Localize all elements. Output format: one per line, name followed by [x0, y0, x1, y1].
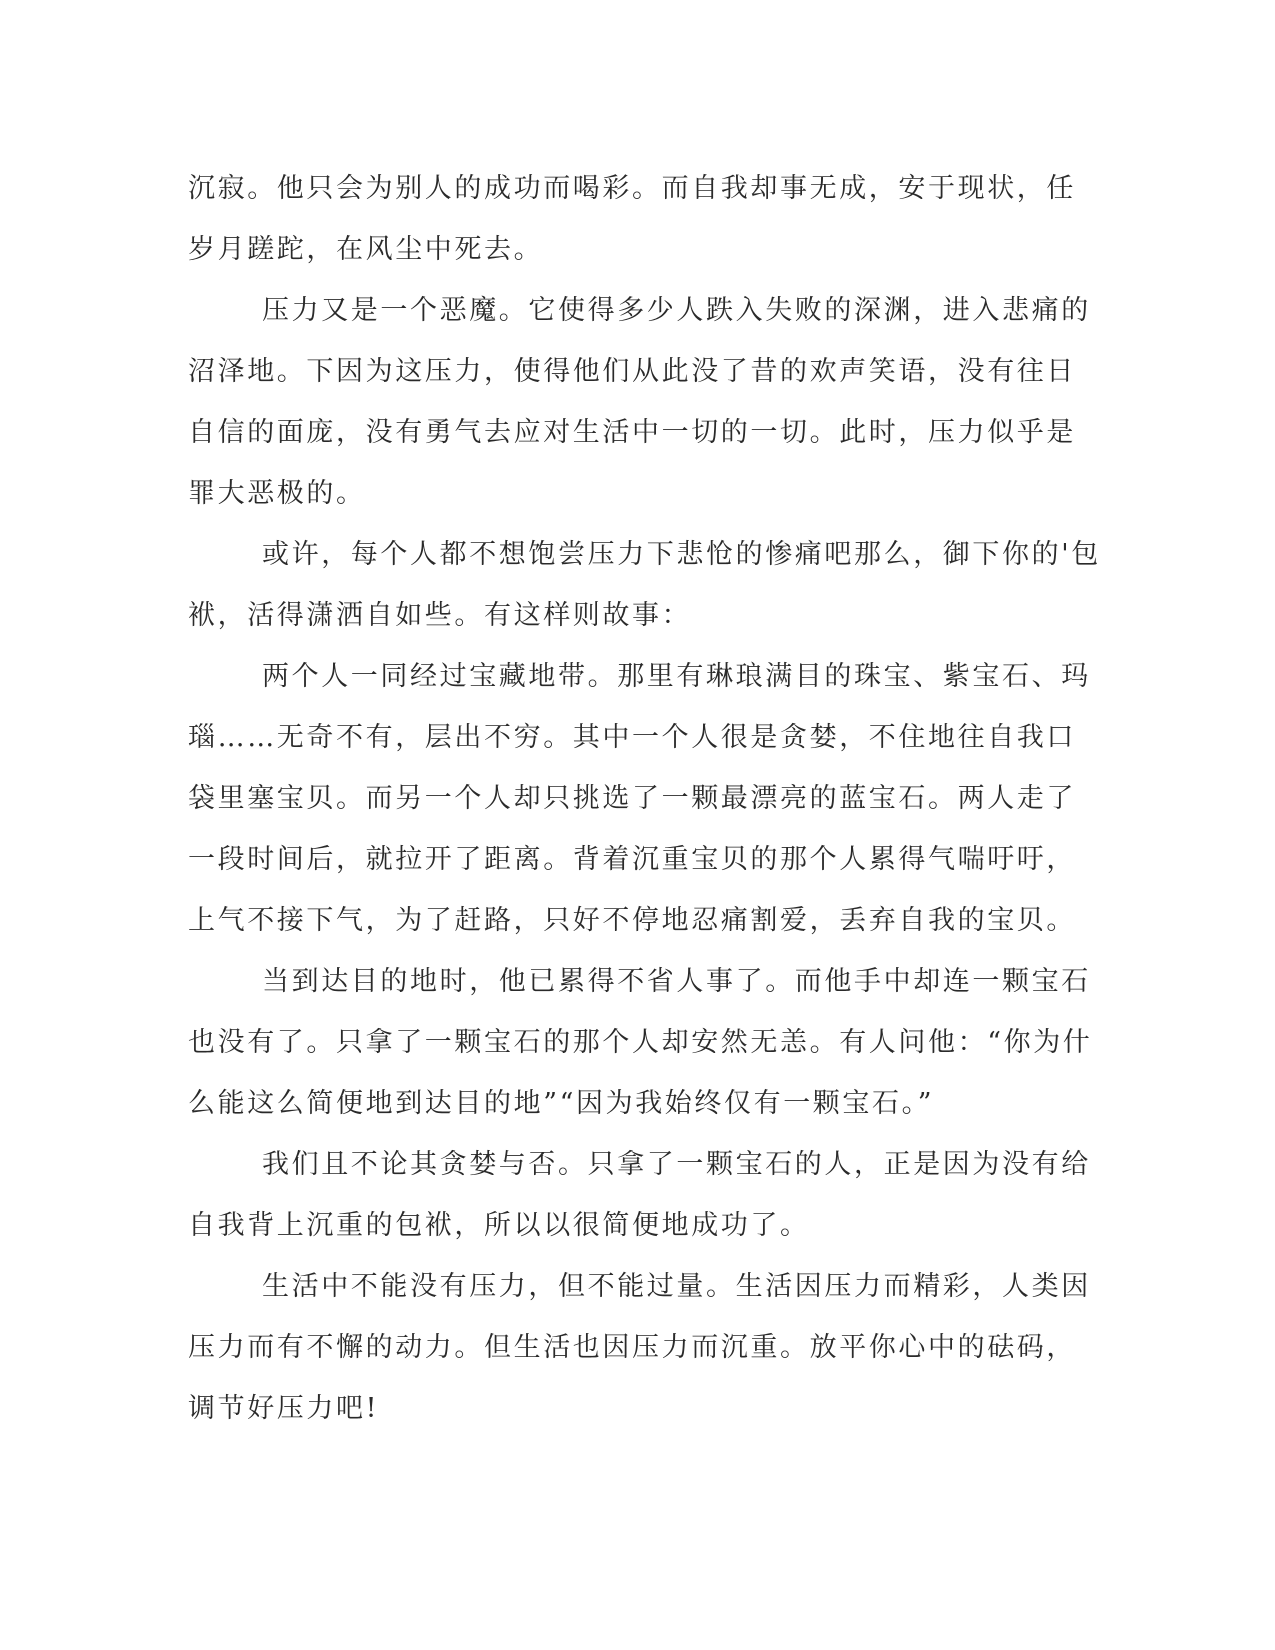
paragraph-start-line: 或许，每个人都不想饱尝压力下悲怆的惨痛吧那么，御下你的'包 [262, 539, 1101, 570]
text-line: 袱，活得潇洒自如些。有这样则故事： [188, 600, 692, 631]
text-line: 沉寂。他只会为别人的成功而喝彩。而自我却事无成，安于现状，任 [188, 173, 1076, 204]
text-line: 压力而有不懈的动力。但生活也因压力而沉重。放平你心中的砝码， [188, 1332, 1076, 1363]
text-line: 调节好压力吧! [188, 1393, 380, 1424]
text-line: 罪大恶极的。 [188, 478, 366, 509]
text-line: 也没有了。只拿了一颗宝石的那个人却安然无恙。有人问他：“你为什 [188, 1027, 1093, 1058]
paragraph-start-line: 我们且不论其贪婪与否。只拿了一颗宝石的人，正是因为没有给 [262, 1149, 1091, 1180]
text-line: 上气不接下气，为了赶路，只好不停地忍痛割爱，丢弃自我的宝贝。 [188, 905, 1076, 936]
text-line: 瑙……无奇不有，层出不穷。其中一个人很是贪婪，不住地往自我口 [188, 722, 1076, 753]
text-line: 自我背上沉重的包袱，所以以很简便地成功了。 [188, 1210, 810, 1241]
paragraph-start-line: 当到达目的地时，他已累得不省人事了。而他手中却连一颗宝石 [262, 966, 1091, 997]
document-body [188, 158, 1101, 1439]
paragraph-start-line: 压力又是一个恶魔。它使得多少人跌入失败的深渊，进入悲痛的 [262, 295, 1091, 326]
paragraph-start-line: 生活中不能没有压力，但不能过量。生活因压力而精彩，人类因 [262, 1271, 1091, 1302]
paragraph-start-line: 两个人一同经过宝藏地带。那里有琳琅满目的珠宝、紫宝石、玛 [262, 661, 1091, 692]
text-line: 沼泽地。下因为这压力，使得他们从此没了昔的欢声笑语，没有往日 [188, 356, 1076, 387]
text-line: 一段时间后，就拉开了距离。背着沉重宝贝的那个人累得气喘吁吁， [188, 844, 1076, 875]
text-line: 袋里塞宝贝。而另一个人却只挑选了一颗最漂亮的蓝宝石。两人走了 [188, 783, 1076, 814]
text-line: 自信的面庞，没有勇气去应对生活中一切的一切。此时，压力似乎是 [188, 417, 1076, 448]
text-line: 岁月蹉跎，在风尘中死去。 [188, 234, 544, 265]
text-line: 么能这么简便地到达目的地”“因为我始终仅有一颗宝石。” [188, 1088, 935, 1119]
